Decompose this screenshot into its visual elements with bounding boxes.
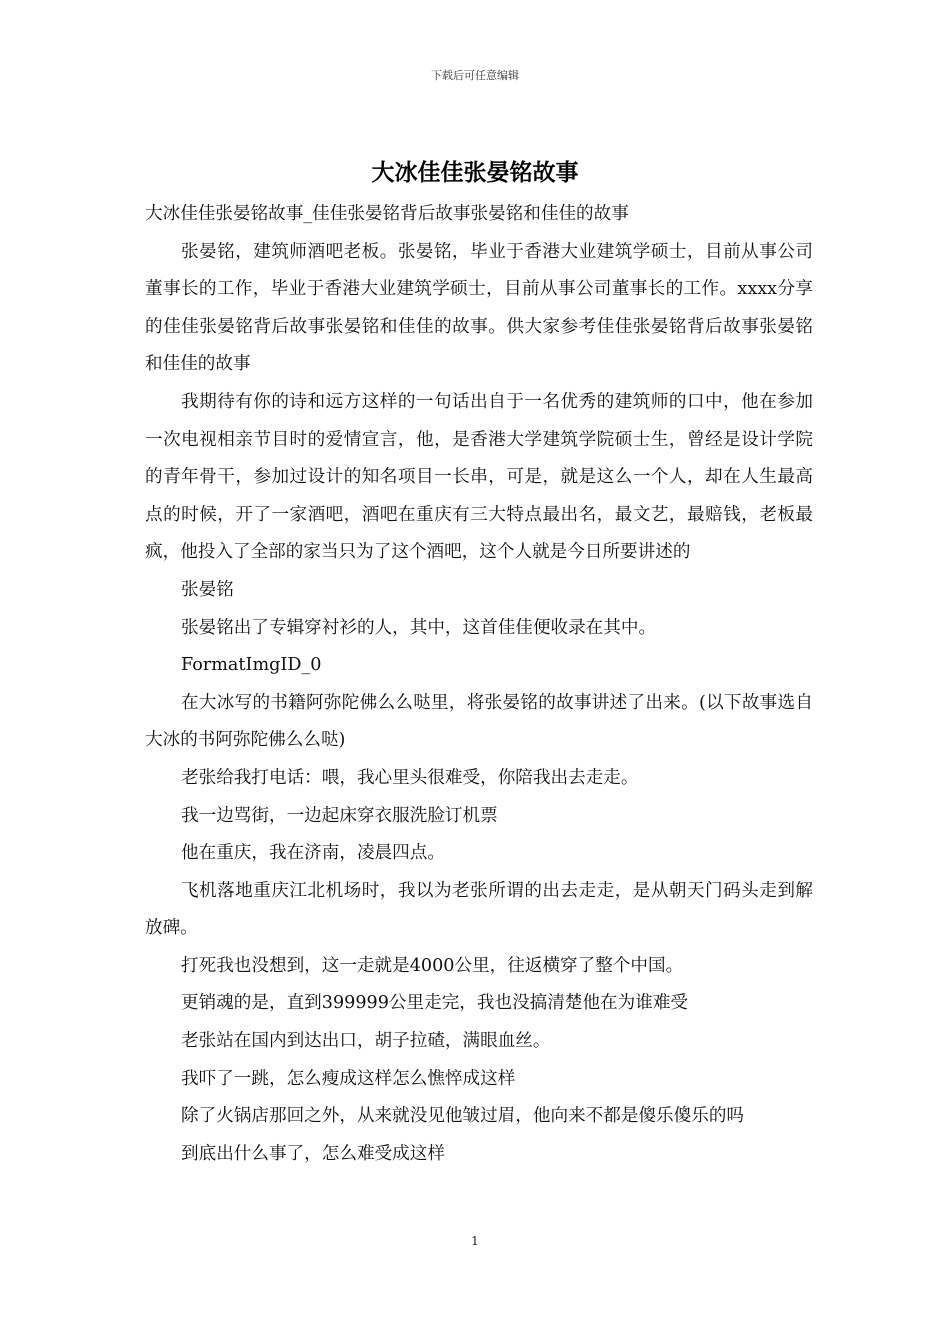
paragraph: 除了火锅店那回之外，从来就没见他皱过眉，他向来不都是傻乐傻乐的吗 xyxy=(181,1106,745,1127)
paragraph: 老张站在国内到达出口，胡子拉碴，满眼血丝。 xyxy=(181,1031,551,1052)
document-body xyxy=(145,196,813,1173)
document-title: 大冰佳佳张晏铭故事 xyxy=(371,159,579,186)
paragraph: 我吓了一跳，怎么瘦成这样怎么憔悴成这样 xyxy=(181,1068,516,1089)
paragraph: 更销魂的是，直到399999公里走完，我也没搞清楚他在为谁难受 xyxy=(181,993,689,1014)
paragraph: 打死我也没想到，这一走就是4000公里，往返横穿了整个中国。 xyxy=(181,955,684,976)
paragraph: 张晏铭出了专辑穿衬衫的人，其中，这首佳佳便收录在其中。 xyxy=(181,617,657,638)
image-placeholder-id: FormatImgID_0 xyxy=(181,655,322,676)
paragraph: 老张给我打电话：喂，我心里头很难受，你陪我出去走走。 xyxy=(181,767,639,788)
document-subtitle: 大冰佳佳张晏铭故事_佳佳张晏铭背后故事张晏铭和佳佳的故事 xyxy=(145,204,629,224)
paragraph: 到底出什么事了，怎么难受成这样 xyxy=(181,1143,445,1164)
paragraph: 我一边骂街，一边起床穿衣服洗脸订机票 xyxy=(181,805,498,826)
paragraph: 飞机落地重庆江北机场时，我以为老张所谓的出去走走，是从朝天门码头走到解放碑。 xyxy=(145,880,813,939)
paragraph: 我期待有你的诗和远方这样的一句话出自于一名优秀的建筑师的口中，他在参加一次电视相亲节目时的爱情宣言，他，是香港大学建筑学院硕士生，曾经是设计学院的青年骨干，参加过设计的知名项目一长串，可是，就是这么一个人，却在人生最高点的时候，开了一家酒吧，酒吧在重庆有三大特点最出名，最文艺，最赔钱，老板最疯，他投入了全部的家当只为了这个酒吧，这个人就是今日所要讲述的 xyxy=(145,391,813,563)
paragraph: 张晏铭 xyxy=(181,579,234,600)
paragraph: 他在重庆，我在济南，凌晨四点。 xyxy=(181,843,445,864)
page-number: 1 xyxy=(471,1234,479,1248)
paragraph: 在大冰写的书籍阿弥陀佛么么哒里，将张晏铭的故事讲述了出来。(以下故事选自大冰的书阿弥陀佛么么哒) xyxy=(145,692,813,751)
paragraph: 张晏铭，建筑师酒吧老板。张晏铭，毕业于香港大业建筑学硕士，目前从事公司董事长的工作，毕业于香港大业建筑学硕士，目前从事公司董事长的工作。xxxx分享的佳佳张晏铭背后故事张晏铭和佳佳的故事。供大家参考佳佳张晏铭背后故事张晏铭和佳佳的故事 xyxy=(145,241,813,375)
page-header-note: 下载后可任意编辑 xyxy=(431,69,519,82)
